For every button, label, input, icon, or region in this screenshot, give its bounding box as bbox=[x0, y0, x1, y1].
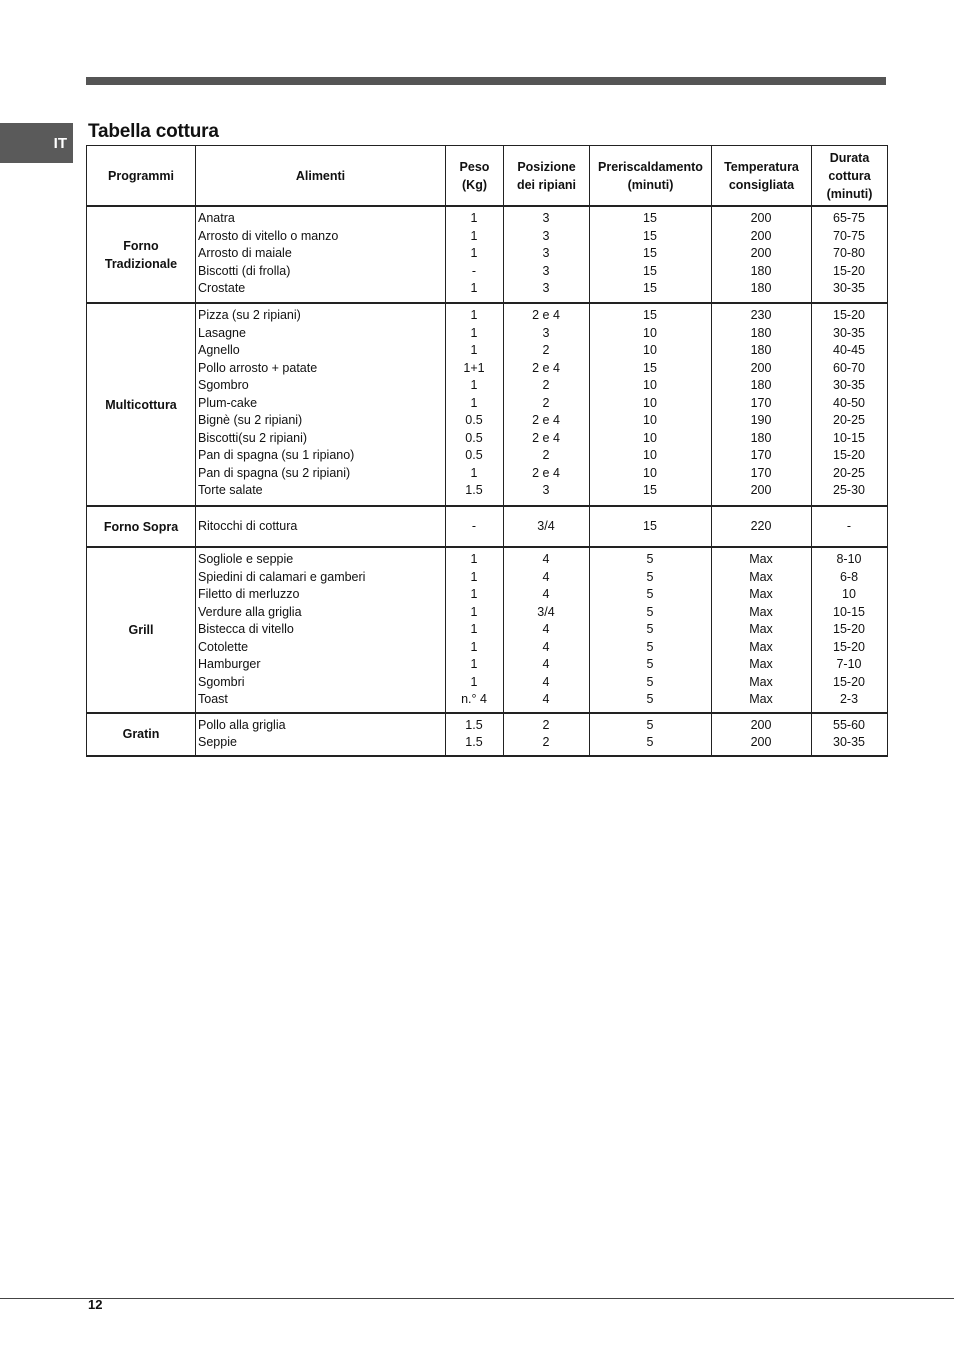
temperatura-value: Max bbox=[749, 569, 773, 584]
peso-cell bbox=[446, 506, 504, 547]
preriscaldamento-cell bbox=[590, 506, 712, 547]
temperatura-value: 170 bbox=[750, 448, 772, 462]
preriscaldamento-value: 5 bbox=[646, 604, 654, 619]
preriscaldamento-cell bbox=[590, 206, 712, 303]
temperatura-value: 200 bbox=[750, 360, 772, 375]
preriscaldamento-value: 5 bbox=[646, 657, 654, 671]
foods-value: Pollo arrosto + patate bbox=[198, 360, 318, 375]
foods-value: Biscotti(su 2 ripiani) bbox=[198, 430, 308, 445]
preriscaldamento-value: 10 bbox=[643, 465, 657, 480]
header-posizione: Posizione dei ripiani bbox=[504, 146, 590, 207]
durata-value: 20-25 bbox=[833, 413, 865, 427]
posizione-value: 2 bbox=[542, 378, 550, 392]
temperatura-value: 200 bbox=[750, 735, 772, 749]
peso-value: 1 bbox=[470, 674, 478, 689]
temperatura-cell bbox=[712, 547, 812, 713]
posizione-value: 3/4 bbox=[537, 518, 555, 533]
temperatura-value: 200 bbox=[750, 717, 772, 732]
program-label: Forno bbox=[123, 238, 159, 253]
program-cell bbox=[87, 506, 196, 547]
durata-value: 10-15 bbox=[833, 604, 865, 619]
posizione-value: 2 e 4 bbox=[532, 413, 560, 427]
temperatura-value: Max bbox=[749, 639, 773, 654]
peso-value: n.° 4 bbox=[461, 692, 487, 706]
temperatura-value: 220 bbox=[750, 518, 772, 533]
program-cell bbox=[87, 303, 196, 506]
foods-value: Sogliole e seppie bbox=[198, 552, 294, 566]
program-label: Multicottura bbox=[105, 397, 177, 412]
foods-value: Hamburger bbox=[198, 657, 261, 671]
foods-value: Spiedini di calamari e gamberi bbox=[198, 569, 366, 584]
posizione-value: 4 bbox=[542, 674, 550, 689]
table-row bbox=[87, 547, 888, 713]
foods-value: Lasagne bbox=[198, 325, 246, 340]
foods-value: Sgombro bbox=[198, 378, 249, 392]
peso-value: 1.5 bbox=[465, 483, 483, 497]
posizione-cell bbox=[504, 206, 590, 303]
program-cell bbox=[87, 547, 196, 713]
program-label: Gratin bbox=[122, 727, 160, 741]
durata-cell bbox=[812, 506, 888, 547]
header-durata: Durata cottura (minuti) bbox=[812, 146, 888, 207]
table-body bbox=[87, 206, 888, 756]
peso-value: 1 bbox=[470, 569, 478, 584]
posizione-cell bbox=[504, 547, 590, 713]
foods-cell bbox=[196, 713, 446, 756]
cooking-table bbox=[86, 145, 888, 757]
preriscaldamento-value: 5 bbox=[646, 717, 654, 732]
header-temperatura: Temperatura consigliata bbox=[712, 146, 812, 207]
foods-value: Pizza (su 2 ripiani) bbox=[198, 308, 301, 322]
peso-value: 1 bbox=[470, 587, 478, 601]
peso-cell bbox=[446, 547, 504, 713]
posizione-value: 3 bbox=[542, 263, 550, 278]
preriscaldamento-value: 10 bbox=[643, 343, 657, 357]
peso-value: 1 bbox=[470, 228, 478, 243]
table-row bbox=[87, 506, 888, 547]
temperatura-value: 200 bbox=[750, 246, 772, 260]
program-label: Forno Sopra bbox=[103, 519, 179, 534]
foods-value: Seppie bbox=[198, 735, 237, 749]
table-row bbox=[87, 713, 888, 756]
foods-value: Sgombri bbox=[198, 674, 245, 689]
posizione-cell bbox=[504, 303, 590, 506]
durata-value: 30-35 bbox=[833, 281, 865, 295]
page-title: Tabella cottura bbox=[88, 121, 219, 142]
foods-value: Pollo alla griglia bbox=[198, 717, 286, 732]
durata-value: 15-20 bbox=[833, 639, 865, 654]
peso-value: 1 bbox=[470, 604, 478, 619]
preriscaldamento-value: 15 bbox=[643, 246, 657, 260]
foods-value: Arrosto di maiale bbox=[198, 246, 292, 260]
footer-rule bbox=[0, 1298, 954, 1299]
preriscaldamento-value: 15 bbox=[643, 518, 657, 533]
header-programmi: Programmi bbox=[87, 146, 196, 207]
table-header bbox=[87, 146, 888, 207]
temperatura-value: Max bbox=[749, 657, 773, 671]
durata-value: 15-20 bbox=[833, 674, 865, 689]
preriscaldamento-value: 5 bbox=[646, 735, 654, 749]
peso-value: - bbox=[471, 263, 477, 278]
preriscaldamento-value: 15 bbox=[643, 483, 657, 497]
posizione-value: 3 bbox=[542, 483, 550, 497]
durata-value: 30-35 bbox=[833, 735, 865, 749]
preriscaldamento-cell bbox=[590, 547, 712, 713]
header-alimenti: Alimenti bbox=[196, 146, 446, 207]
preriscaldamento-value: 15 bbox=[643, 211, 657, 225]
preriscaldamento-value: 10 bbox=[643, 430, 657, 445]
durata-value: 55-60 bbox=[833, 717, 865, 732]
foods-value: Verdure alla griglia bbox=[198, 604, 302, 619]
foods-value: Agnello bbox=[198, 343, 240, 357]
peso-value: 1+1 bbox=[463, 360, 485, 375]
preriscaldamento-value: 5 bbox=[646, 622, 654, 636]
posizione-value: 2 e 4 bbox=[532, 465, 560, 480]
preriscaldamento-value: 15 bbox=[643, 228, 657, 243]
peso-value: 1 bbox=[470, 308, 478, 322]
durata-value: 15-20 bbox=[833, 263, 865, 278]
table-row bbox=[87, 303, 888, 506]
peso-value: 1 bbox=[470, 657, 478, 671]
durata-value: 40-45 bbox=[833, 343, 865, 357]
temperatura-value: Max bbox=[749, 692, 773, 706]
temperatura-value: Max bbox=[749, 622, 773, 636]
preriscaldamento-value: 15 bbox=[643, 360, 657, 375]
durata-value: 30-35 bbox=[833, 325, 865, 340]
temperatura-value: 200 bbox=[750, 211, 772, 225]
temperatura-value: 200 bbox=[750, 228, 772, 243]
preriscaldamento-value: 5 bbox=[646, 552, 654, 566]
posizione-cell bbox=[504, 506, 590, 547]
posizione-value: 3/4 bbox=[537, 604, 555, 619]
posizione-value: 4 bbox=[542, 587, 550, 601]
preriscaldamento-value: 15 bbox=[643, 308, 657, 322]
durata-value: 25-30 bbox=[833, 483, 865, 497]
durata-value: 15-20 bbox=[833, 448, 865, 462]
posizione-value: 2 e 4 bbox=[532, 308, 560, 322]
posizione-value: 2 bbox=[542, 735, 550, 749]
foods-cell bbox=[196, 303, 446, 506]
peso-cell bbox=[446, 206, 504, 303]
peso-value: 1 bbox=[470, 395, 478, 410]
posizione-value: 4 bbox=[542, 569, 550, 584]
durata-value: 70-80 bbox=[833, 246, 865, 260]
durata-value: 10-15 bbox=[833, 430, 865, 445]
preriscaldamento-value: 10 bbox=[643, 448, 657, 462]
temperatura-value: 230 bbox=[750, 308, 772, 322]
foods-cell bbox=[196, 506, 446, 547]
temperatura-value: Max bbox=[749, 674, 773, 689]
posizione-value: 3 bbox=[542, 281, 550, 295]
header-preriscaldamento: Preriscaldamento (minuti) bbox=[590, 146, 712, 207]
foods-value: Pan di spagna (su 2 ripiani) bbox=[198, 465, 351, 480]
peso-value: 1 bbox=[470, 622, 478, 636]
durata-value: 10 bbox=[842, 587, 856, 601]
temperatura-value: 190 bbox=[750, 413, 772, 427]
foods-value: Biscotti (di frolla) bbox=[198, 263, 291, 278]
durata-cell bbox=[812, 713, 888, 756]
temperatura-value: 200 bbox=[750, 483, 772, 497]
durata-value: 40-50 bbox=[833, 395, 865, 410]
preriscaldamento-value: 5 bbox=[646, 692, 654, 706]
posizione-value: 4 bbox=[542, 622, 550, 636]
peso-cell bbox=[446, 713, 504, 756]
peso-value: - bbox=[471, 518, 477, 533]
temperatura-value: 180 bbox=[750, 281, 772, 295]
peso-value: 0.5 bbox=[465, 430, 483, 445]
header-rule bbox=[86, 77, 886, 85]
posizione-value: 2 bbox=[542, 448, 550, 462]
durata-value: 15-20 bbox=[833, 308, 865, 322]
temperatura-value: Max bbox=[749, 587, 773, 601]
peso-value: 1 bbox=[470, 246, 478, 260]
preriscaldamento-value: 5 bbox=[646, 639, 654, 654]
peso-value: 1.5 bbox=[465, 717, 483, 732]
temperatura-value: 180 bbox=[750, 378, 772, 392]
foods-value: Toast bbox=[198, 692, 228, 706]
preriscaldamento-cell bbox=[590, 713, 712, 756]
durata-value: 15-20 bbox=[833, 622, 865, 636]
preriscaldamento-value: 15 bbox=[643, 281, 657, 295]
durata-value: - bbox=[846, 518, 852, 533]
page-number: 12 bbox=[88, 1297, 103, 1312]
preriscaldamento-value: 10 bbox=[643, 325, 657, 340]
posizione-value: 3 bbox=[542, 211, 550, 225]
peso-cell bbox=[446, 303, 504, 506]
foods-cell bbox=[196, 206, 446, 303]
preriscaldamento-value: 5 bbox=[646, 674, 654, 689]
peso-value: 1 bbox=[470, 343, 478, 357]
foods-value: Bignè (su 2 ripiani) bbox=[198, 413, 303, 427]
temperatura-value: Max bbox=[749, 604, 773, 619]
language-tab bbox=[0, 123, 73, 163]
durata-value: 7-10 bbox=[836, 657, 862, 671]
preriscaldamento-value: 10 bbox=[643, 395, 657, 410]
header-peso: Peso (Kg) bbox=[446, 146, 504, 207]
posizione-value: 4 bbox=[542, 692, 550, 706]
peso-value: 1 bbox=[470, 465, 478, 480]
peso-value: 0.5 bbox=[465, 448, 483, 462]
posizione-value: 4 bbox=[542, 552, 550, 566]
language-label: IT bbox=[53, 134, 67, 152]
preriscaldamento-value: 15 bbox=[643, 263, 657, 278]
durata-value: 6-8 bbox=[839, 569, 859, 584]
peso-value: 1 bbox=[470, 325, 478, 340]
temperatura-value: 180 bbox=[750, 325, 772, 340]
posizione-value: 4 bbox=[542, 657, 550, 671]
posizione-cell bbox=[504, 713, 590, 756]
durata-value: 30-35 bbox=[833, 378, 865, 392]
durata-value: 2-3 bbox=[839, 692, 859, 706]
durata-value: 65-75 bbox=[833, 211, 865, 225]
temperatura-cell bbox=[712, 303, 812, 506]
program-cell bbox=[87, 206, 196, 303]
durata-cell bbox=[812, 206, 888, 303]
posizione-value: 3 bbox=[542, 228, 550, 243]
foods-value: Torte salate bbox=[198, 483, 263, 497]
foods-value: Cotolette bbox=[198, 639, 249, 654]
foods-value: Filetto di merluzzo bbox=[198, 587, 300, 601]
foods-value: Ritocchi di cottura bbox=[198, 518, 298, 533]
temperatura-cell bbox=[712, 206, 812, 303]
durata-cell bbox=[812, 547, 888, 713]
posizione-value: 4 bbox=[542, 639, 550, 654]
temperatura-value: 170 bbox=[750, 465, 772, 480]
durata-cell bbox=[812, 303, 888, 506]
temperatura-value: 180 bbox=[750, 430, 772, 445]
peso-value: 1 bbox=[470, 552, 478, 566]
durata-value: 70-75 bbox=[833, 228, 865, 243]
foods-value: Anatra bbox=[198, 211, 235, 225]
temperatura-value: 180 bbox=[750, 263, 772, 278]
foods-value: Pan di spagna (su 1 ripiano) bbox=[198, 448, 355, 462]
peso-value: 0.5 bbox=[465, 413, 483, 427]
table-row bbox=[87, 206, 888, 303]
temperatura-value: Max bbox=[749, 552, 773, 566]
foods-value: Bistecca di vitello bbox=[198, 622, 294, 636]
posizione-value: 3 bbox=[542, 246, 550, 260]
preriscaldamento-value: 10 bbox=[643, 378, 657, 392]
preriscaldamento-value: 5 bbox=[646, 569, 654, 584]
temperatura-value: 170 bbox=[750, 395, 772, 410]
foods-value: Crostate bbox=[198, 281, 246, 295]
temperatura-cell bbox=[712, 713, 812, 756]
foods-cell bbox=[196, 547, 446, 713]
temperatura-cell bbox=[712, 506, 812, 547]
durata-value: 60-70 bbox=[833, 360, 865, 375]
posizione-value: 2 e 4 bbox=[532, 360, 560, 375]
program-cell bbox=[87, 713, 196, 756]
program-label: Grill bbox=[128, 622, 154, 637]
preriscaldamento-cell bbox=[590, 303, 712, 506]
program-label: Tradizionale bbox=[104, 256, 178, 271]
foods-value: Plum-cake bbox=[198, 395, 258, 410]
posizione-value: 3 bbox=[542, 325, 550, 340]
durata-value: 8-10 bbox=[836, 552, 862, 566]
peso-value: 1 bbox=[470, 211, 478, 225]
peso-value: 1 bbox=[470, 639, 478, 654]
peso-value: 1 bbox=[470, 378, 478, 392]
preriscaldamento-value: 10 bbox=[643, 413, 657, 427]
temperatura-value: 180 bbox=[750, 343, 772, 357]
durata-value: 20-25 bbox=[833, 465, 865, 480]
peso-value: 1.5 bbox=[465, 735, 483, 749]
preriscaldamento-value: 5 bbox=[646, 587, 654, 601]
posizione-value: 2 bbox=[542, 717, 550, 732]
peso-value: 1 bbox=[470, 281, 478, 295]
posizione-value: 2 bbox=[542, 395, 550, 410]
foods-value: Arrosto di vitello o manzo bbox=[198, 228, 339, 243]
posizione-value: 2 bbox=[542, 343, 550, 357]
posizione-value: 2 e 4 bbox=[532, 430, 560, 445]
